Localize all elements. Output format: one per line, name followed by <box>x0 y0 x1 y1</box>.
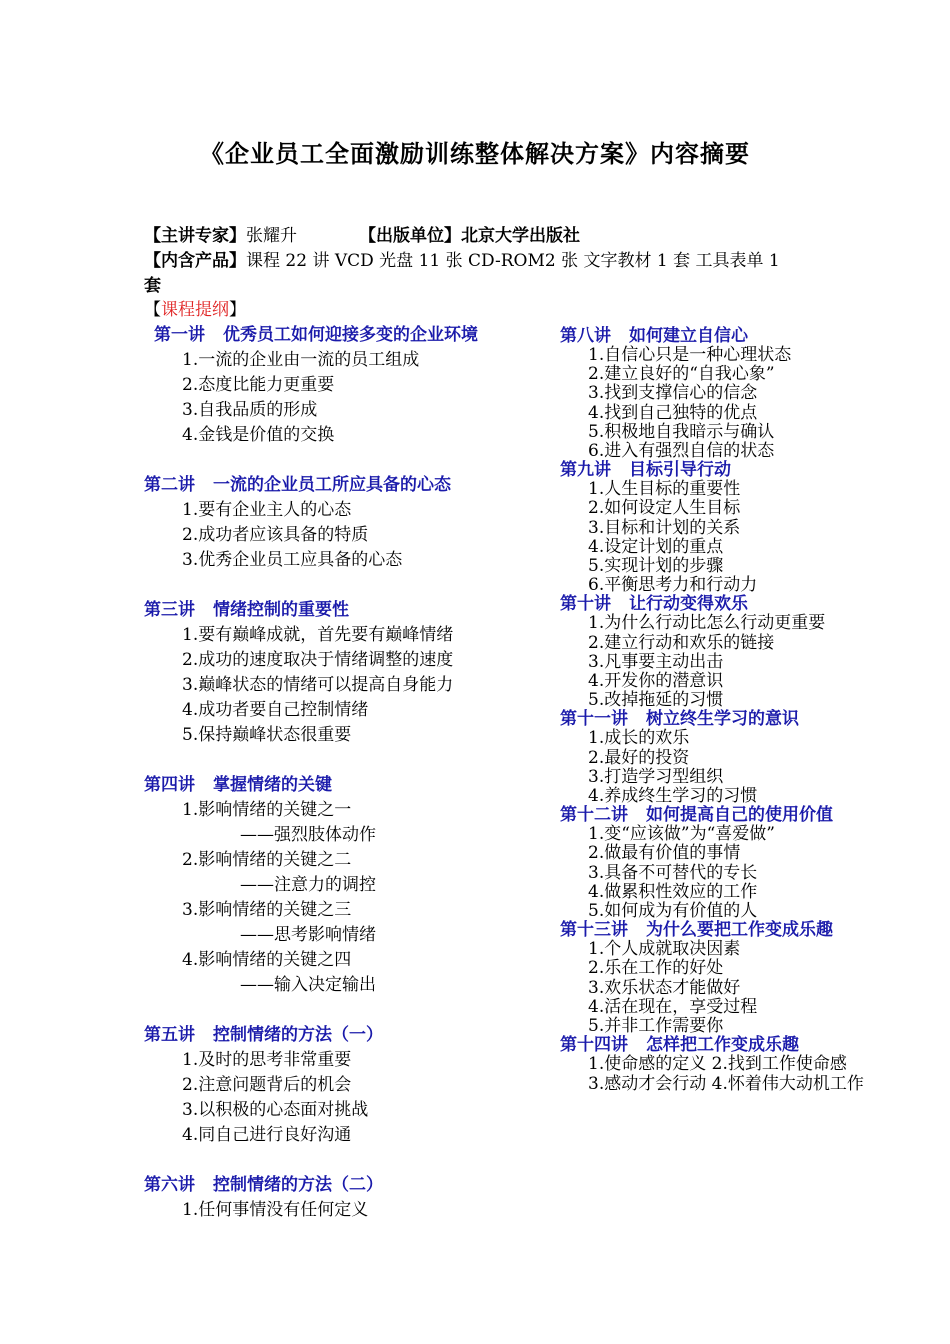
lecture-heading <box>144 773 478 798</box>
lecture-item: 1.要有企业主人的心态 <box>182 500 352 520</box>
lecture-title: 掌握情绪的关键 <box>213 775 332 795</box>
lecture-item: 1.要有巅峰成就，首先要有巅峰情绪 <box>182 625 454 645</box>
outline-label: 课程提纲 <box>161 300 229 320</box>
lecture-item: 4.设定计划的重点 <box>588 536 724 557</box>
lecture-item: 3.自我品质的形成 <box>182 400 318 420</box>
lecture-item: 2.做最有价值的事情 <box>588 843 741 864</box>
lecture-heading <box>560 710 864 729</box>
lecture-title: 如何提高自己的使用价值 <box>646 805 833 826</box>
lecture-heading <box>560 461 864 480</box>
lecture-heading <box>560 1036 864 1055</box>
lecture-item: 4.活在现在，享受过程 <box>588 996 758 1017</box>
lecture-number: 第十三讲 <box>560 920 628 941</box>
products-line1: 课程 22 讲 VCD 光盘 11 张 CD-ROM2 张 文字教材 1 套 工具表单 1 <box>246 251 780 271</box>
lecture-item: 3.巅峰状态的情绪可以提高自身能力 <box>182 675 454 695</box>
lecture-item: 5.改掉拖延的习惯 <box>588 690 724 711</box>
lecture-number: 第三讲 <box>144 600 195 620</box>
lecture-title: 树立终生学习的意识 <box>646 709 799 730</box>
lecture-subitem: ——输入决定输出 <box>240 975 376 995</box>
lecture-item: 3.以积极的心态面对挑战 <box>182 1100 369 1120</box>
lecture-item: 4.开发你的潜意识 <box>588 671 724 692</box>
expert-name: 张耀升 <box>246 226 297 246</box>
lecture-title: 目标引导行动 <box>629 460 731 481</box>
lecture-item: 1.个人成就取决因素 <box>588 939 741 960</box>
lecture-number: 第十四讲 <box>560 1035 628 1056</box>
lecture-item: 4.找到自己独特的优点 <box>588 402 758 423</box>
lecture-item: 1.成长的欢乐 <box>588 728 690 749</box>
publisher-label: 【出版单位】 <box>359 226 461 246</box>
lecture-item: 3.凡事要主动出击 <box>588 651 724 672</box>
lecture-number: 第五讲 <box>144 1025 195 1045</box>
lecture-item: 1.影响情绪的关键之一 <box>182 800 352 820</box>
lecture-title: 为什么要把工作变成乐趣 <box>646 920 833 941</box>
meta-line-products <box>144 249 804 274</box>
lecture-number: 第十一讲 <box>560 709 628 730</box>
lecture-item: 3.优秀企业员工应具备的心态 <box>182 550 403 570</box>
outline-heading: 【课程提纲】 <box>144 300 246 320</box>
lecture-item: 3.影响情绪的关键之三 <box>182 900 352 920</box>
lecture-title: 控制情绪的方法（一） <box>213 1025 383 1045</box>
lecture-item: 5.如何成为有价值的人 <box>588 901 758 922</box>
lecture-item: 4.成功者要自己控制情绪 <box>182 700 369 720</box>
lecture-number: 第十讲 <box>560 594 611 615</box>
lecture-heading <box>560 806 864 825</box>
lecture-heading <box>144 598 478 623</box>
lecture-item: 6.进入有强烈自信的状态 <box>588 441 775 462</box>
publisher-name: 北京大学出版社 <box>461 226 580 246</box>
lecture-heading <box>144 1173 478 1198</box>
lecture-item: 5.实现计划的步骤 <box>588 556 724 577</box>
lecture-item: 2.建立行动和欢乐的链接 <box>588 632 775 653</box>
lecture-item: 4.养成终生学习的习惯 <box>588 786 758 807</box>
lecture-item: 2.如何设定人生目标 <box>588 498 741 519</box>
document-title: 《企业员工全面激励训练整体解决方案》内容摘要 <box>200 140 750 168</box>
lecture-heading <box>560 595 864 614</box>
lecture-item: 3.打造学习型组织 <box>588 766 724 787</box>
lecture-item: 2.乐在工作的好处 <box>588 958 724 979</box>
lecture-item: 1.任何事情没有任何定义 <box>182 1200 369 1220</box>
lecture-heading <box>144 473 478 498</box>
lecture-heading <box>560 327 864 346</box>
lecture-number: 第十二讲 <box>560 805 628 826</box>
lecture-heading <box>560 921 864 940</box>
meta-line-products-cont <box>144 274 804 299</box>
lecture-item: 3.感动才会行动 4.怀着伟大动机工作 <box>588 1073 864 1094</box>
lecture-item: 4.金钱是价值的交换 <box>182 425 335 445</box>
lecture-subitem: ——强烈肢体动作 <box>240 825 376 845</box>
lecture-number: 第一讲 <box>154 325 205 345</box>
lecture-item: 4.做累积性效应的工作 <box>588 881 758 902</box>
lecture-title: 一流的企业员工所应具备的心态 <box>213 475 451 495</box>
lecture-item: 2.影响情绪的关键之二 <box>182 850 352 870</box>
lecture-item: 1.变“应该做”为“喜爱做” <box>588 824 775 845</box>
lecture-item: 2.建立良好的“自我心象” <box>588 364 775 385</box>
lecture-subitem: ——思考影响情绪 <box>240 925 376 945</box>
lecture-title: 如何建立自信心 <box>629 326 748 346</box>
lecture-item: 3.目标和计划的关系 <box>588 517 741 538</box>
lecture-item: 3.具备不可替代的专长 <box>588 862 758 883</box>
lecture-number: 第四讲 <box>144 775 195 795</box>
lecture-title: 控制情绪的方法（二） <box>213 1175 383 1195</box>
lecture-number: 第九讲 <box>560 460 611 481</box>
lecture-title: 优秀员工如何迎接多变的企业环境 <box>223 325 478 345</box>
right-column <box>560 327 864 1094</box>
meta-line-expert <box>144 224 804 249</box>
lecture-item: 3.找到支撑信心的信念 <box>588 383 758 404</box>
lecture-title: 情绪控制的重要性 <box>213 600 349 620</box>
lecture-heading <box>144 323 478 348</box>
lecture-item: 2.最好的投资 <box>588 747 690 768</box>
lecture-item: 6.平衡思考力和行动力 <box>588 575 758 596</box>
lecture-title: 让行动变得欢乐 <box>629 594 748 615</box>
lecture-item: 3.欢乐状态才能做好 <box>588 977 741 998</box>
lecture-subitem: ——注意力的调控 <box>240 875 376 895</box>
lecture-item: 4.影响情绪的关键之四 <box>182 950 352 970</box>
lecture-item: 2.态度比能力更重要 <box>182 375 335 395</box>
lecture-item: 1.及时的思考非常重要 <box>182 1050 352 1070</box>
lecture-number: 第六讲 <box>144 1175 195 1195</box>
lecture-number: 第八讲 <box>560 326 611 346</box>
products-line2: 套 <box>144 276 161 296</box>
lecture-item: 2.成功的速度取决于情绪调整的速度 <box>182 650 454 670</box>
lecture-item: 5.并非工作需要你 <box>588 1016 724 1037</box>
lecture-item: 5.积极地自我暗示与确认 <box>588 421 775 442</box>
lecture-item: 1.使命感的定义 2.找到工作使命感 <box>588 1054 847 1075</box>
lecture-item: 2.注意问题背后的机会 <box>182 1075 352 1095</box>
lecture-item: 2.成功者应该具备的特质 <box>182 525 369 545</box>
lecture-item: 1.为什么行动比怎么行动更重要 <box>588 613 826 634</box>
lecture-item: 4.同自己进行良好沟通 <box>182 1125 352 1145</box>
expert-label: 【主讲专家】 <box>144 226 246 246</box>
lecture-item: 5.保持巅峰状态很重要 <box>182 725 352 745</box>
lecture-title: 怎样把工作变成乐趣 <box>646 1035 799 1056</box>
lecture-item: 1.人生目标的重要性 <box>588 479 741 500</box>
left-column <box>144 323 478 1223</box>
lecture-number: 第二讲 <box>144 475 195 495</box>
lecture-item: 1.自信心只是一种心理状态 <box>588 345 792 365</box>
lecture-item: 1.一流的企业由一流的员工组成 <box>182 350 420 370</box>
products-label: 【内含产品】 <box>144 251 246 271</box>
lecture-heading <box>144 1023 478 1048</box>
